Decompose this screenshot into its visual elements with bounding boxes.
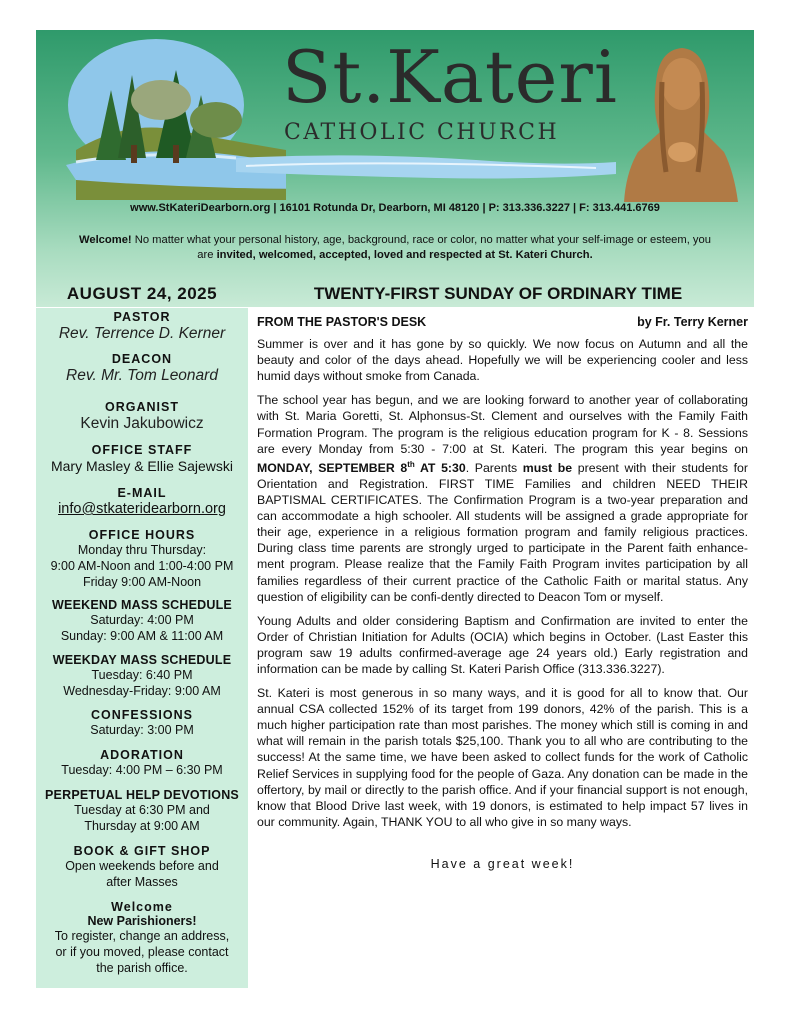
office-hours-line: 9:00 AM-Noon and 1:00-4:00 PM [50,559,234,573]
contact-info-line: www.StKateriDearborn.org | 16101 Rotunda Dr, Dearborn, MI 48120 | P: 313.336.3227 | F: 313.441.6769 [130,202,660,214]
paragraph-text: . Parents [465,460,523,475]
weekend-mass-line: Saturday: 4:00 PM [90,613,194,627]
pastor-name: Rev. Terrence D. Kerner [58,325,226,342]
paragraph-bold: MONDAY, SEPTEMBER 8 [257,460,408,475]
paragraph-bold: must be [522,460,573,475]
paragraph: St. Kateri is most generous in so many ways, and it is good for all to know that. Our annual CSA collected 152% of its target from 199 donors, 42% of the parish. This is a much higher participation rate than most parishes. The money which still is coming in and what will remain in the parish totals $25,100. Thank you to all who are contributing to the success! At the same time, we have been asked to collect funds for the work of Catholic Relief Services in supplying food for the people of Gaza. Any donation can be made in the offertory, by mail or directly to the parish office. And if your financial support is not enough, know that Blood Drive last week, with 19 donors, is estimated to help impact 57 lives in our community. Again, THANK YOU to all who give in so many ways. [257,686,748,829]
letter-header [257,314,748,330]
river-ribbon [236,148,616,188]
letter-heading: FROM THE PASTOR'S DESK [257,315,427,329]
confessions-line: Saturday: 3:00 PM [90,723,194,737]
weekday-mass-line: Wednesday-Friday: 9:00 AM [63,684,221,698]
paragraph: Young Adults and older considering Baptism and Confirmation are invited to enter the Order of Christian Initiation for Adults (OCIA) which begins in October. (Last Easter this program saw 19 adults confirmed-average age 24 years old.) Early registration and information can be made by calling St. Kateri Parish Office (313.336.3227). [257,613,748,676]
adoration-line: Tuesday: 4:00 PM – 6:30 PM [61,763,223,777]
welcome-bold: invited, welcomed, accepted, loved and respected at St. Kateri Church. [216,249,593,261]
weekend-mass-heading: WEEKEND MASS SCHEDULE [52,598,232,612]
weekday-mass-line: Tuesday: 6:40 PM [91,668,193,682]
welcome-text: No matter what your personal history, age, background, race or color, no matter what your self-image or esteem, you are [131,234,711,261]
paragraph: Summer is over and it has gone by so quickly. We now focus on Autumn and all the beauty and color of the days ahead. Hopefully we will be experiencing cooler and less humid days without smoke from Canada. [257,337,748,384]
pastor-heading: PASTOR [113,310,171,324]
bulletin-date: AUGUST 24, 2025 [66,284,218,303]
email-heading: E-MAIL [117,486,167,500]
letter-byline: by Fr. Terry Kerner [637,315,748,329]
adoration-heading: ADORATION [100,748,184,762]
weekend-mass-line: Sunday: 9:00 AM & 11:00 AM [60,629,224,643]
office-staff-heading: OFFICE STAFF [91,443,193,457]
church-name-title: St.Kateri [282,35,618,119]
welcome-statement [76,233,714,263]
weekday-mass-heading: WEEKDAY MASS SCHEDULE [52,653,232,667]
office-hours-line: Friday 9:00 AM-Noon [82,575,202,589]
email-link[interactable]: info@stkateridearborn.org [58,501,226,517]
gift-shop-line: after Masses [106,875,178,889]
perpetual-help-line: Thursday at 9:00 AM [84,819,200,833]
office-hours-line: Monday thru Thursday: [77,543,207,557]
paragraph [257,392,748,604]
gift-shop-line: Open weekends before and [65,859,219,873]
pastor-letter [257,314,748,872]
masthead [36,30,754,307]
church-subtitle: CATHOLIC CHURCH [284,120,560,145]
organist-name: Kevin Jakubowicz [80,415,204,432]
organist-heading: ORGANIST [105,400,179,414]
welcome-heading: Welcome [111,900,173,914]
gift-shop-heading: BOOK & GIFT SHOP [73,844,211,858]
paragraph-bold: AT 5:30 [414,460,466,475]
saint-statue-image [604,42,754,202]
new-parishioners-heading: New Parishioners! [87,914,197,928]
superscript: th [407,459,415,469]
liturgical-title: TWENTY-FIRST SUNDAY OF ORDINARY TIME [313,284,683,303]
welcome-lead: Welcome! [79,234,132,246]
perpetual-help-line: Tuesday at 6:30 PM and [74,803,210,817]
perpetual-help-heading: PERPETUAL HELP DEVOTIONS [45,788,239,802]
deacon-name: Rev. Mr. Tom Leonard [66,367,218,384]
office-staff-names: Mary Masley & Ellie Sajewski [50,458,234,474]
paragraph-text: present with their students for Orientation and Registration. FIRST TIME Families and children NEED THEIR BAPTISMAL CERTIFICATES. The Confirmation Program is a two-year preparation and can accommodate a high schooler. All students will be assigned a grade appropriate for their age, experience in a religious formation program and family religious practices. During class time parents are strongly urged to participate in the Parent faith enhance-ment program. Please realize that the Family Faith Program invites participation by all families regardless of their current practice of the Catholic Faith or marital status. Any question of eligibility can be confi-dently directed to Deacon Tom or myself. [257,460,748,604]
office-hours-heading: OFFICE HOURS [88,528,196,542]
welcome-line: the parish office. [96,961,188,975]
parish-info-sidebar [36,308,248,988]
closing-line: Have a great week! [430,856,575,871]
deacon-heading: DEACON [111,352,173,366]
welcome-line: To register, change an address, [54,929,230,943]
paragraph-text: The school year has begun, and we are looking forward to another year of collaborating with St. Maria Goretti, St. Alphonsus-St. Clement and ourselves with the Family Faith Formation Program. The program is the religious education program for K - 8. Sessions are every Monday from 5:30 - 7:00 at St. Kateri. The program this year begins on [257,393,748,456]
confessions-heading: CONFESSIONS [91,708,193,722]
welcome-line: or if you moved, please contact [55,945,229,959]
